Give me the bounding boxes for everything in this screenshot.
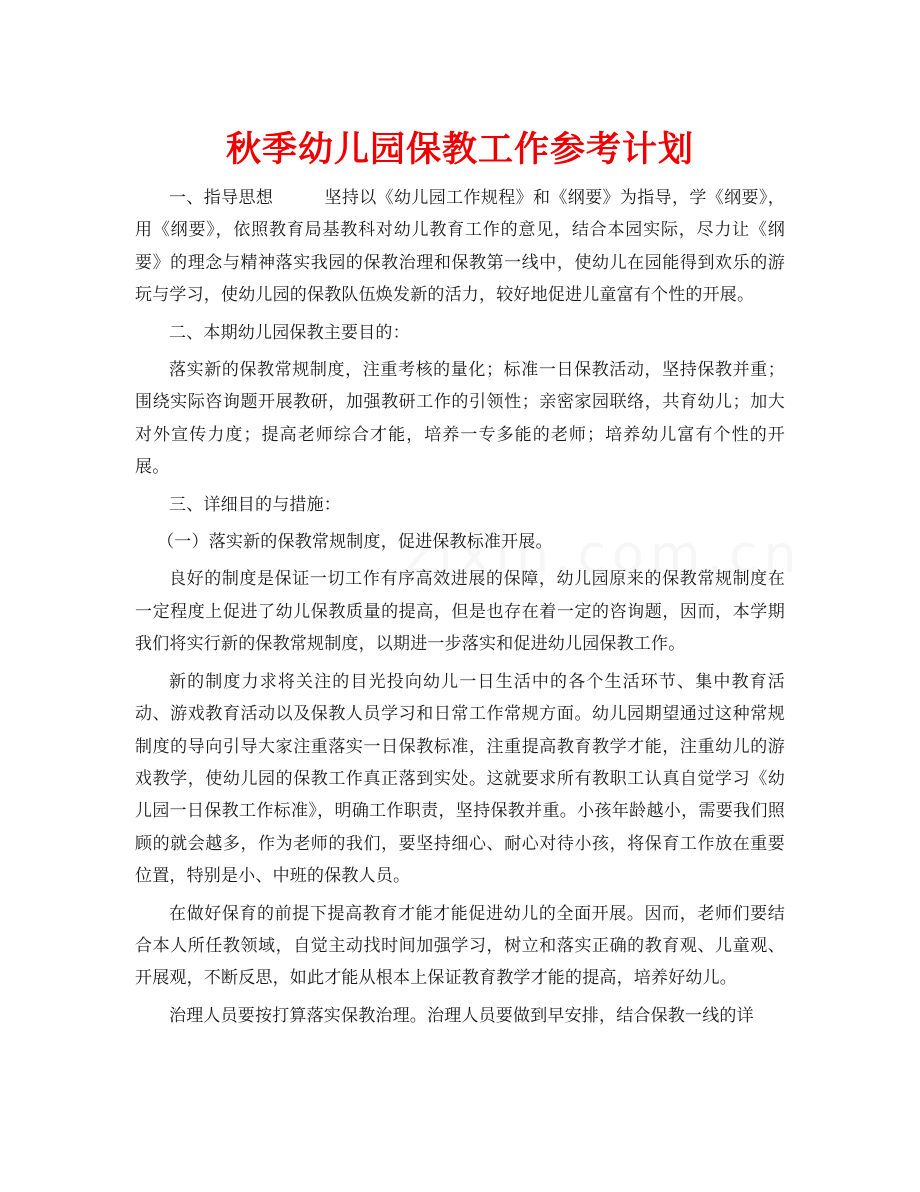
section-heading-2: 二、本期幼儿园保教主要目的： (169, 322, 410, 343)
paragraph-guiding-ideology (135, 182, 785, 312)
document-body (135, 182, 785, 1037)
paragraph-system: 良好的制度是保证一切工作有序高效进展的保障，幼儿园原来的保教常规制度在一定程度上促进了幼儿保教质量的提高，但是也存在着一定的咨询题，因而，本学期我们将实行新的保教常规制度，以期进一步落实和促进幼儿园保教工作。 (135, 569, 785, 655)
paragraph-text: 坚持以《幼儿园工作规程》和《纲要》为指导，学《纲要》，用《纲要》，依照教育局基教科对幼儿教育工作的意见，结合本园实际，尽力让《纲要》的理念与精神落实我园的保教治理和保教第一线中，使幼儿在园能得到欢乐的游玩与学习，使幼儿园的保教队伍焕发新的活力，较好地促进儿童富有个性的开展。 (135, 188, 785, 306)
section-heading-1: 一、指导思想 (169, 188, 274, 208)
paragraph-education-ability: 在做好保育的前提下提高教育才能才能促进幼儿的全面开展。因而，老师们要结合本人所任教领域，自觉主动找时间加强学习，树立和落实正确的教育观、儿童观、开展观，不断反思，如此才能从根本上保证教育教学才能的提高，培养好幼儿。 (135, 903, 785, 989)
paragraph-main-goals: 落实新的保教常规制度，注重考核的量化；标准一日保教活动，坚持保教并重；围绕实际咨询题开展教研，加强教研工作的引领性；亲密家园联络，共育幼儿；加大对外宣传力度；提高老师综合才能，培养一专多能的老师；培养幼儿富有个性的开展。 (135, 360, 785, 478)
paragraph-management: 治理人员要按打算落实保教治理。治理人员要做到早安排，结合保教一线的详 (169, 1005, 754, 1026)
paragraph-new-system: 新的制度力求将关注的目光投向幼儿一日生活中的各个生活环节、集中教育活动、游戏教育活动以及保教人员学习和日常工作常规方面。幼儿园期望通过这种常规制度的导向引导大家注重落实一日保教标准，注重提高教育教学才能，注重幼儿的游戏教学，使幼儿园的保教工作真正落到实处。这就要求所有教职工认真自觉学习《幼儿园一日保教工作标准》，明确工作职责，坚持保教并重。小孩年龄越小，需要我们照顾的就会越多，作为老师的我们，要坚持细心、耐心对待小孩，将保育工作放在重要位置，特别是小、中班的保教人员。 (135, 671, 785, 887)
document-title: 秋季幼儿园保教工作参考计划 (225, 129, 694, 170)
section-heading-3: 三、详细目的与措施： (169, 494, 341, 515)
subsection-heading-1: （一）落实新的保教常规制度，促进保教标准开展。 (157, 532, 553, 553)
